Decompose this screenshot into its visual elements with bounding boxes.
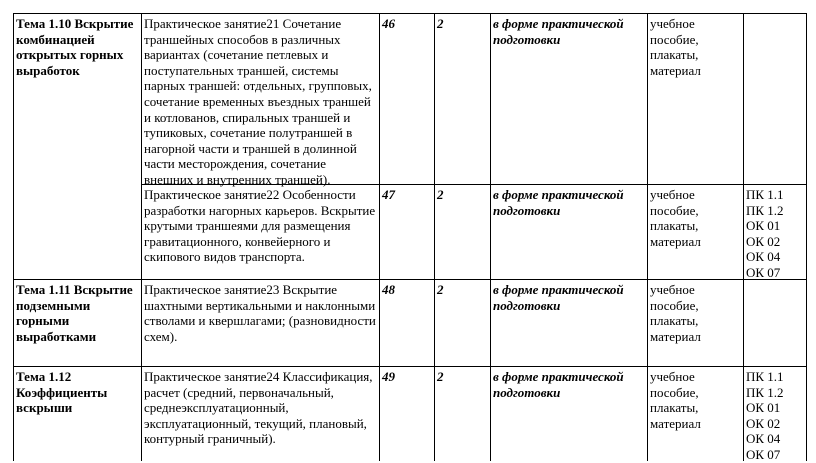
topic-cell: Тема 1.10 Вскрытие комбинацией открытых горных выработок (16, 16, 134, 78)
column-divider (379, 13, 380, 461)
lesson-form: в форме практической подготовки (493, 369, 624, 400)
lesson-content: Практическое занятие24 Классификация, расчет (средний, первоначальный, среднеэксплуатационный, эксплуатационный, текущий, плановый, контурный граничный). (144, 369, 373, 447)
lesson-hours: 2 (437, 369, 444, 384)
table-border-right (806, 13, 807, 461)
competency-code: ОК 07 (746, 264, 781, 280)
competency-code: ПК 1.2 (746, 202, 784, 218)
competencies-list (746, 187, 804, 281)
competency-code: ОК 07 (746, 446, 781, 462)
competency-code: ПК 1.1 (746, 369, 784, 384)
column-divider (141, 13, 142, 461)
competency-code: ОК 02 (746, 415, 781, 431)
competency-code: ОК 01 (746, 400, 781, 416)
lesson-number: 46 (382, 16, 395, 31)
lesson-materials: учебное пособие, плакаты, материал (650, 16, 701, 78)
lesson-materials: учебное пособие, плакаты, материал (650, 187, 701, 249)
competency-code: ОК 04 (746, 249, 781, 265)
lesson-form: в форме практической подготовки (493, 187, 624, 218)
column-divider (743, 13, 744, 461)
competency-code: ОК 01 (746, 218, 781, 234)
lesson-hours: 2 (437, 16, 444, 31)
lesson-materials: учебное пособие, плакаты, материал (650, 282, 701, 344)
table-border-left (13, 13, 14, 461)
row-divider (13, 279, 807, 280)
lesson-hours: 2 (437, 282, 444, 297)
competencies-list (746, 369, 804, 463)
competency-code: ПК 1.1 (746, 187, 784, 202)
lesson-content: Практическое занятие22 Особенности разработки нагорных карьеров. Вскрытие крутыми траншеями для размещения гравитационного, конвейерного и скипового видов транспорта. (144, 187, 376, 265)
table-border-top (13, 13, 807, 14)
lesson-number: 47 (382, 187, 395, 202)
column-divider (647, 13, 648, 461)
lesson-materials: учебное пособие, плакаты, материал (650, 369, 701, 431)
lesson-content: Практическое занятие23 Вскрытие шахтными вертикальными и наклонными стволами и квершлагами; (разновидности схем). (144, 282, 376, 344)
competency-code: ОК 02 (746, 233, 781, 249)
column-divider (490, 13, 491, 461)
lesson-content: Практическое занятие21 Сочетание траншейных способов в различных вариантах (сочетание петлевых и поступательных траншей, системы парных траншей: отдельных, групповых, сочетание временных въездных траншей и котлованов, спиральных траншей и тупиковых, сочетание полутраншей в нагорной части и траншей в долинной части месторождения, сочетание внешних и внутренних траншей). (144, 16, 372, 187)
lesson-number: 49 (382, 369, 395, 384)
lesson-hours: 2 (437, 187, 444, 202)
lesson-number: 48 (382, 282, 395, 297)
competency-code: ПК 1.2 (746, 384, 784, 400)
topic-cell: Тема 1.11 Вскрытие подземными горными выработками (16, 282, 133, 344)
lesson-form: в форме практической подготовки (493, 16, 624, 47)
competency-code: ОК 04 (746, 431, 781, 447)
lesson-form: в форме практической подготовки (493, 282, 624, 313)
row-divider (13, 366, 807, 367)
topic-cell: Тема 1.12 Коэффициенты вскрыши (16, 369, 108, 416)
column-divider (434, 13, 435, 461)
